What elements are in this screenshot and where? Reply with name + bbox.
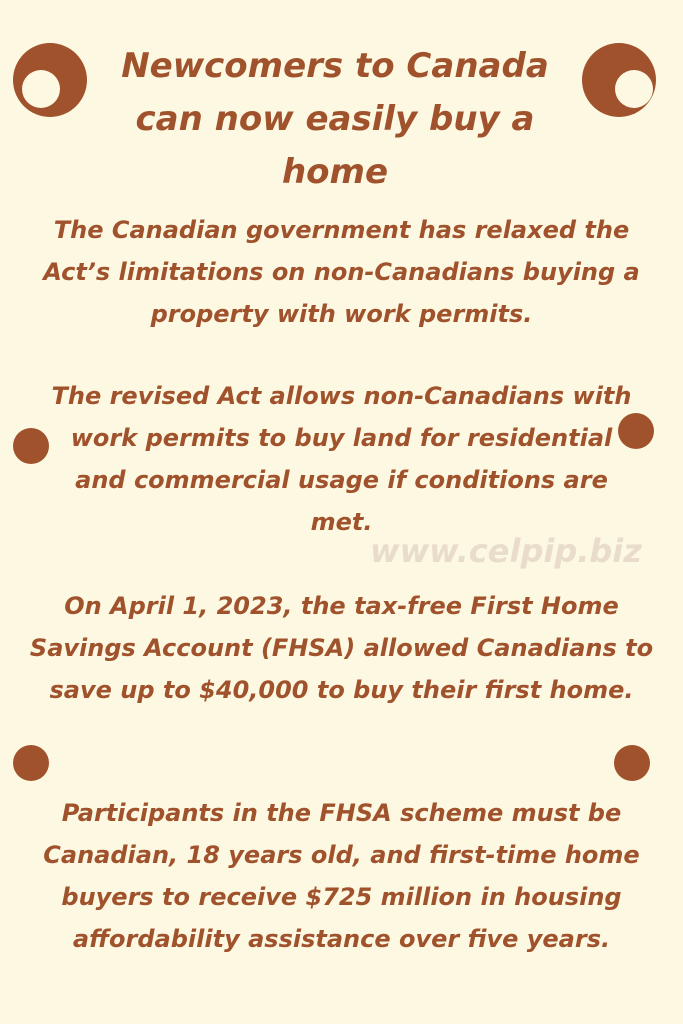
decorative-dot-icon [13,428,49,464]
watermark: www.celpip.biz [370,532,642,570]
paragraph-2: The revised Act allows non-Canadians with work permits to buy land for residential and commercial usage if conditions are met. [51,382,632,536]
decorative-dot-icon [614,745,650,781]
paragraph-4: Participants in the FHSA scheme must be Canadian, 18 years old, and first-time home buyers to receive $725 million in housing affordability assistance over five years. [43,799,640,953]
decorative-ring-icon-right [582,43,656,117]
paragraph-3: On April 1, 2023, the tax-free First Home Savings Account (FHSA) allowed Canadians to save up to $40,000 to buy their first home. [29,592,654,704]
page-title: Newcomers to Canada can now easily buy a home [121,46,549,192]
decorative-dot-icon [13,745,49,781]
decorative-ring-icon-left [13,43,87,117]
paragraph-1: The Canadian government has relaxed the Act’s limitations on non-Canadians buying a property with work permits. [43,216,640,328]
